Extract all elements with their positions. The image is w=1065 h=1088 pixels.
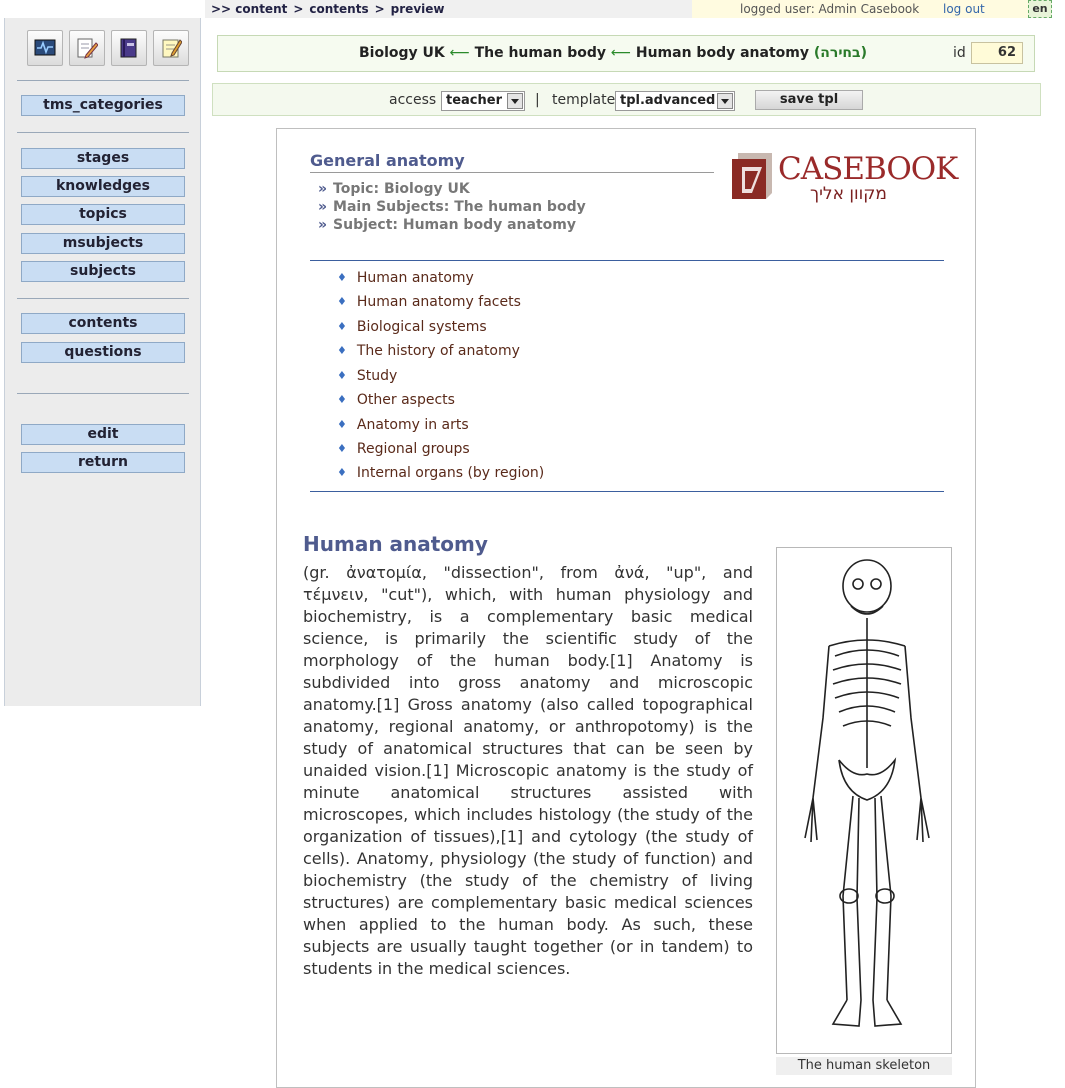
toc-item[interactable] [337,391,455,410]
sidebar [4,18,201,706]
raquo-icon: » [318,199,328,215]
diamond-bullet-icon: ♦ [337,393,347,406]
divider [310,260,944,261]
access-label: access [389,92,437,108]
meta-topic-text: Topic: Biology UK [333,181,470,197]
divider: | [535,92,540,108]
breadcrumb-content[interactable]: >> content [211,2,288,16]
divider [17,393,189,394]
notepad-icon[interactable] [153,30,189,66]
meta-subject [318,216,576,234]
page-title: General anatomy [310,151,714,173]
edit-pencil-icon[interactable] [69,30,105,66]
breadcrumb-separator: > [293,2,304,16]
divider [310,491,944,492]
contents-button[interactable]: contents [21,313,185,334]
edit-button[interactable]: edit [21,424,185,445]
raquo-icon: » [318,217,328,233]
toc-item[interactable] [337,416,469,435]
logo-wordmark: CASEBOOK [778,151,958,187]
toc-item-label[interactable]: Internal organs (by region) [356,465,545,481]
content-title-bar [217,35,1035,72]
toc-item-label[interactable]: Anatomy in arts [356,417,469,433]
access-selected-value: teacher [446,93,502,108]
stages-button[interactable]: stages [21,148,185,169]
skeleton-illustration [777,548,951,1053]
template-select[interactable] [615,91,735,111]
divider [17,298,189,299]
chevron-down-icon [717,93,733,109]
access-select[interactable] [441,91,525,111]
diamond-bullet-icon: ♦ [337,271,347,284]
logout-link[interactable]: log out [943,2,985,16]
knowledges-button[interactable]: knowledges [21,176,185,197]
divider [17,132,189,133]
top-bar [0,0,1065,18]
toc-item[interactable] [337,464,544,483]
toc-item-label[interactable]: Other aspects [356,392,455,408]
breadcrumb [205,0,692,18]
diamond-bullet-icon: ♦ [337,466,347,479]
breadcrumb-separator: > [374,2,385,16]
logo-hebrew-tagline: מקוון אליך [810,184,887,204]
toc-item-label[interactable]: Human anatomy facets [356,294,521,310]
path-subject: Human body anatomy [635,45,809,61]
raquo-icon: » [318,181,328,197]
language-switch[interactable]: en [1028,0,1052,18]
activity-monitor-icon[interactable] [27,30,63,66]
toc-item-label[interactable]: Study [356,368,398,384]
toc-item[interactable] [337,318,487,337]
questions-button[interactable]: questions [21,342,185,363]
save-tpl-button[interactable]: save tpl [755,90,863,110]
meta-main-subjects-text: Main Subjects: The human body [333,199,586,215]
section-body: (gr. ἀνατομία, "dissection", from ἀνά, "up", and τέμνειν, "cut"), which, with human physiology and biochemistry, is a complementary basic medical science, is primarily the scientific study of the morphology of the human body.[1] Anatomy is subdivided into gross anatomy and microscopic anatomy.[1] Gross anatomy (also called topographical anatomy, regional anatomy, or anthropotomy) is the study of anatomical structures that can be seen by unaided vision.[1] Microscopic anatomy is the study of minute anatomical structures assisted with microscopes, which includes histology (the study of the organization of tissues),[1] and cytology (the study of cells). Anatomy, physiology (the study of function) and biochemistry (the study of the chemistry of living structures) are complementary basic medical sciences when applied to the human body. As such, these subjects are usually taught together (or in tandem) to students in the medical sciences. [303,563,753,978]
toc-item[interactable] [337,440,470,459]
book-icon[interactable] [111,30,147,66]
logged-user-label: logged user: Admin Casebook [740,2,920,16]
toc-item[interactable] [337,342,520,361]
diamond-bullet-icon: ♦ [337,295,347,308]
topics-button[interactable]: topics [21,204,185,225]
template-selected-value: tpl.advanced [620,93,716,108]
chevron-down-icon [507,93,523,109]
template-label: template [552,92,616,108]
skeleton-figure [776,547,952,1054]
meta-main-subjects [318,198,586,216]
path-arrow-icon: ⟵ [610,45,631,61]
path-knowledge: Biology UK [358,45,445,61]
id-field[interactable]: 62 [971,42,1023,64]
diamond-bullet-icon: ♦ [337,442,347,455]
diamond-bullet-icon: ♦ [337,369,347,382]
id-label: id [953,45,966,61]
msubjects-button[interactable]: msubjects [21,233,185,254]
meta-subject-text: Subject: Human body anatomy [333,217,576,233]
breadcrumb-preview: preview [390,2,445,16]
figure-caption: The human skeleton [776,1057,952,1075]
content-preview [276,128,976,1088]
path-topic: The human body [474,45,607,61]
toc-item-label[interactable]: The history of anatomy [356,343,520,359]
diamond-bullet-icon: ♦ [337,418,347,431]
section-title: Human anatomy [303,532,488,556]
path-selection-tag: (בחירה) [813,45,867,61]
user-box [692,0,1028,18]
diamond-bullet-icon: ♦ [337,320,347,333]
diamond-bullet-icon: ♦ [337,344,347,357]
path-arrow-icon: ⟵ [449,45,470,61]
toc-item[interactable] [337,367,397,386]
casebook-logo-mark-icon [732,153,772,199]
meta-topic [318,180,470,198]
divider [17,80,189,81]
toc-item-label[interactable]: Biological systems [356,319,487,335]
tms-categories-button[interactable]: tms_categories [21,95,185,116]
access-template-bar [212,83,1041,116]
toc-item[interactable] [337,293,521,312]
casebook-logo [732,151,958,205]
subjects-button[interactable]: subjects [21,261,185,282]
toc-item-label[interactable]: Regional groups [356,441,470,457]
toc-item-label[interactable]: Human anatomy [356,270,474,286]
breadcrumb-contents[interactable]: contents [309,2,369,16]
return-button[interactable]: return [21,452,185,473]
toc-item[interactable] [337,269,474,288]
content-path [218,36,1008,71]
